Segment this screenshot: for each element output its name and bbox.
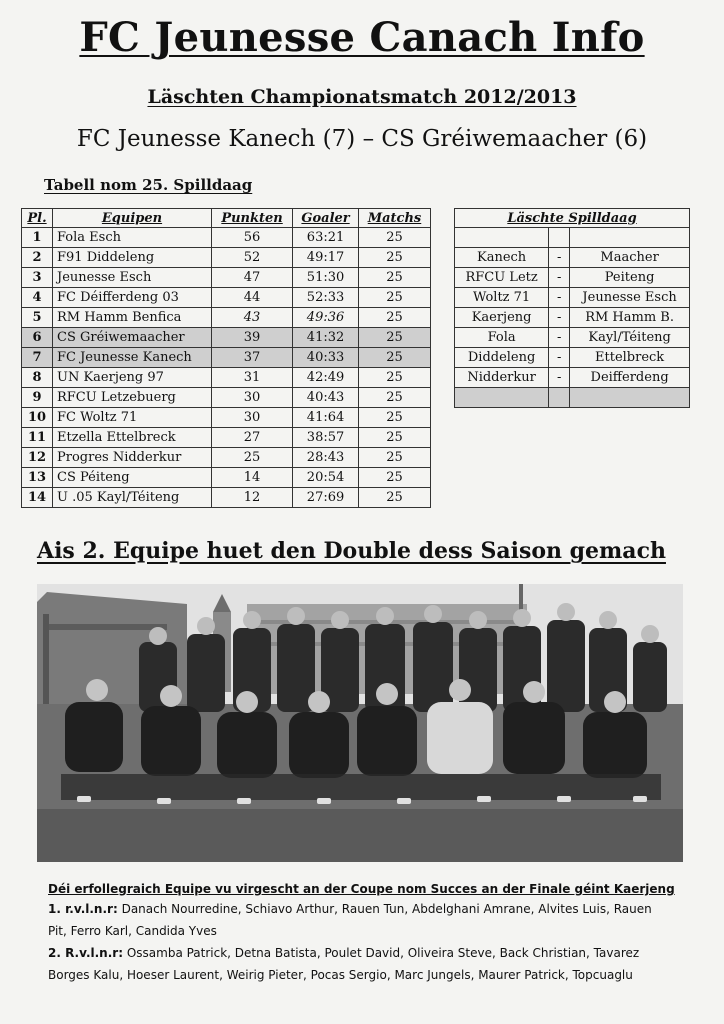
goals: 40:43	[293, 388, 359, 408]
place: 9	[22, 388, 53, 408]
header-goals: Goaler	[293, 209, 359, 228]
matches: 25	[359, 468, 431, 488]
table-row	[22, 368, 431, 388]
spacer-row	[455, 388, 690, 408]
goals: 38:57	[293, 428, 359, 448]
place: 10	[22, 408, 53, 428]
table-row	[22, 248, 431, 268]
points: 52	[212, 248, 293, 268]
separator: -	[549, 268, 570, 288]
home-team: Kanech	[455, 248, 549, 268]
caption-row-1	[48, 898, 668, 942]
goals: 49:36	[293, 308, 359, 328]
fixture-row	[455, 268, 690, 288]
standings-table	[21, 208, 431, 508]
goals: 49:17	[293, 248, 359, 268]
separator: -	[549, 368, 570, 388]
team: Jeunesse Esch	[53, 268, 212, 288]
points: 12	[212, 488, 293, 508]
fixture-row	[455, 308, 690, 328]
separator: -	[549, 328, 570, 348]
place: 13	[22, 468, 53, 488]
table-row	[22, 288, 431, 308]
matches: 25	[359, 348, 431, 368]
caption-row-2	[48, 942, 668, 986]
away-team: Ettelbreck	[570, 348, 690, 368]
header-team: Equipen	[53, 209, 212, 228]
fixture-row	[455, 348, 690, 368]
matches: 25	[359, 428, 431, 448]
place: 2	[22, 248, 53, 268]
points: 43	[212, 308, 293, 328]
row1-names: Danach Nourredine, Schiavo Arthur, Rauen Tun, Abdelghani Amrane, Alvites Luis, Rauen	[121, 902, 652, 916]
home-team: Nidderkur	[455, 368, 549, 388]
place: 1	[22, 228, 53, 248]
team: UN Kaerjeng 97	[53, 368, 212, 388]
points: 30	[212, 388, 293, 408]
points: 30	[212, 408, 293, 428]
table-row	[22, 488, 431, 508]
last-matchday-header-row	[455, 209, 690, 228]
match-result: FC Jeunesse Kanech (7) – CS Gréiwemaacher (6)	[76, 126, 648, 152]
table-row-highlighted	[22, 348, 431, 368]
matches: 25	[359, 228, 431, 248]
goals: 28:43	[293, 448, 359, 468]
goals: 41:32	[293, 328, 359, 348]
home-team: Kaerjeng	[455, 308, 549, 328]
fixture-row	[455, 288, 690, 308]
goals: 52:33	[293, 288, 359, 308]
team: RFCU Letzebuerg	[53, 388, 212, 408]
points: 39	[212, 328, 293, 348]
row1-label: 1. r.v.l.n.r:	[48, 902, 118, 916]
away-team: Peiteng	[570, 268, 690, 288]
team: FC Déifferdeng 03	[53, 288, 212, 308]
team: RM Hamm Benfica	[53, 308, 212, 328]
place: 8	[22, 368, 53, 388]
away-team: RM Hamm B.	[570, 308, 690, 328]
team: Fola Esch	[53, 228, 212, 248]
matches: 25	[359, 328, 431, 348]
goals: 51:30	[293, 268, 359, 288]
fixture-row	[455, 248, 690, 268]
fixture-row	[455, 368, 690, 388]
separator: -	[549, 348, 570, 368]
header-matches: Matchs	[359, 209, 431, 228]
points: 27	[212, 428, 293, 448]
place: 4	[22, 288, 53, 308]
team: FC Jeunesse Kanech	[53, 348, 212, 368]
team: Progres Nidderkur	[53, 448, 212, 468]
place: 11	[22, 428, 53, 448]
separator: -	[549, 308, 570, 328]
row2-names: Ossamba Patrick, Detna Batista, Poulet David, Oliveira Steve, Back Christian, Tavarez	[126, 946, 640, 960]
table-row	[22, 388, 431, 408]
row1-names-cont: Pit, Ferro Karl, Candida Yves	[48, 924, 217, 938]
table-row-highlighted	[22, 328, 431, 348]
last-matchday-table	[454, 208, 690, 408]
place: 14	[22, 488, 53, 508]
points: 31	[212, 368, 293, 388]
team: U .05 Kayl/Téiteng	[53, 488, 212, 508]
goals: 20:54	[293, 468, 359, 488]
matches: 25	[359, 448, 431, 468]
matches: 25	[359, 288, 431, 308]
home-team: RFCU Letz	[455, 268, 549, 288]
fixture-row	[455, 328, 690, 348]
row2-names-cont: Borges Kalu, Hoeser Laurent, Weirig Pieter, Pocas Sergio, Marc Jungels, Maurer Patrick, Topcuaglu	[48, 968, 633, 982]
goals: 40:33	[293, 348, 359, 368]
matches: 25	[359, 488, 431, 508]
header-place: Pl.	[22, 209, 53, 228]
table-row	[22, 268, 431, 288]
away-team: Deifferdeng	[570, 368, 690, 388]
points: 14	[212, 468, 293, 488]
standings-title: Tabell nom 25. Spilldaag	[44, 176, 253, 194]
away-team: Kayl/Téiteng	[570, 328, 690, 348]
team: CS Péiteng	[53, 468, 212, 488]
team: F91 Diddeleng	[53, 248, 212, 268]
goals: 27:69	[293, 488, 359, 508]
away-team: Maacher	[570, 248, 690, 268]
table-row	[22, 448, 431, 468]
goals: 63:21	[293, 228, 359, 248]
team-photo-illustration	[37, 584, 683, 862]
standings-header-row	[22, 209, 431, 228]
matches: 25	[359, 408, 431, 428]
place: 7	[22, 348, 53, 368]
matches: 25	[359, 308, 431, 328]
matches: 25	[359, 388, 431, 408]
section-headline: Ais 2. Equipe huet den Double dess Saison gemach	[37, 538, 666, 564]
table-row	[22, 468, 431, 488]
goals: 41:64	[293, 408, 359, 428]
matches: 25	[359, 368, 431, 388]
team-photo	[37, 584, 683, 862]
place: 5	[22, 308, 53, 328]
place: 12	[22, 448, 53, 468]
subtitle: Läschten Championatsmatch 2012/2013	[147, 86, 577, 108]
separator: -	[549, 248, 570, 268]
matches: 25	[359, 248, 431, 268]
table-row	[22, 228, 431, 248]
team: CS Gréiwemaacher	[53, 328, 212, 348]
goals: 42:49	[293, 368, 359, 388]
team: Etzella Ettelbreck	[53, 428, 212, 448]
home-team: Woltz 71	[455, 288, 549, 308]
away-team: Jeunesse Esch	[570, 288, 690, 308]
caption-title: Déi erfollegraich Equipe vu virgescht an der Coupe nom Succes an der Finale géint Kaerjeng	[48, 882, 675, 896]
points: 25	[212, 448, 293, 468]
matches: 25	[359, 268, 431, 288]
place: 6	[22, 328, 53, 348]
spacer-row	[455, 228, 690, 248]
table-row	[22, 308, 431, 328]
home-team: Diddeleng	[455, 348, 549, 368]
last-matchday-title: Läschte Spilldaag	[455, 209, 690, 228]
points: 44	[212, 288, 293, 308]
points: 56	[212, 228, 293, 248]
header-points: Punkten	[212, 209, 293, 228]
table-row	[22, 408, 431, 428]
separator: -	[549, 288, 570, 308]
place: 3	[22, 268, 53, 288]
points: 47	[212, 268, 293, 288]
table-row	[22, 428, 431, 448]
team: FC Woltz 71	[53, 408, 212, 428]
points: 37	[212, 348, 293, 368]
row2-label: 2. R.v.l.n.r:	[48, 946, 123, 960]
page-title: FC Jeunesse Canach Info	[79, 14, 645, 61]
home-team: Fola	[455, 328, 549, 348]
